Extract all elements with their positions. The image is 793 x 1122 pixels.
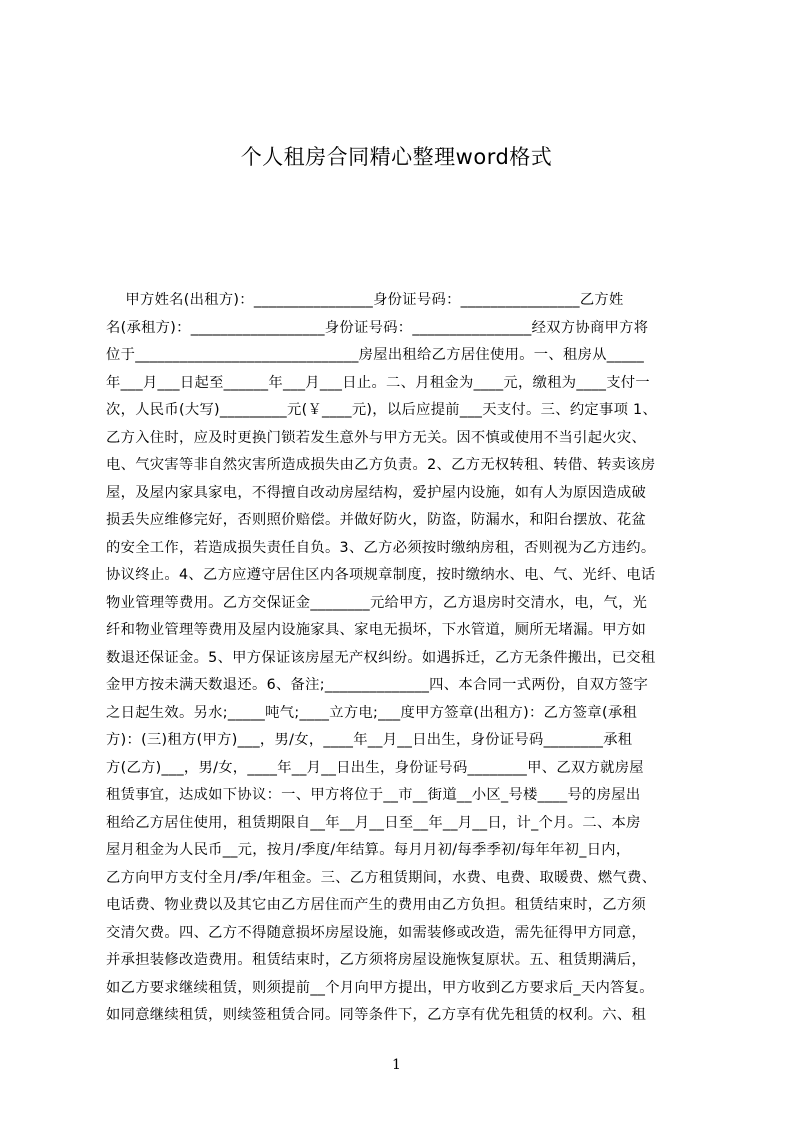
body-line: 如同意继续租赁，则续签租赁合同。同等条件下，乙方享有优先租赁的权利。六、租: [106, 1007, 647, 1023]
body-line: 屋月租金为人民币__元，按月/季度/年结算。每月月初/每季季初/每年年初_日内，: [106, 842, 631, 858]
body-line: 之日起生效。另水;_____吨气;____立方电;___度甲方签章(出租方)：乙方签章(承租: [106, 704, 638, 721]
body-line: 数退还保证金。5、甲方保证该房屋无产权纠纷。如遇拆迁，乙方无条件搬出，已交租: [106, 649, 656, 666]
page-number: 1: [392, 1057, 401, 1073]
body-line: 如乙方要求继续租赁，则须提前__个月向甲方提出，甲方收到乙方要求后_天内答复。: [106, 979, 654, 996]
body-line: 物业管理等费用。乙方交保证金________元给甲方，乙方退房时交清水，电，气，光: [106, 594, 648, 611]
document-title: 个人租房合同精心整理word格式: [240, 145, 553, 169]
contract-body: [106, 287, 698, 1033]
body-line: 并承担装修改造费用。租赁结束时，乙方须将房屋设施恢复原状。五、租赁期满后，: [106, 952, 647, 968]
body-line: 年___月___日起至______年___月___日止。二、月租金为____元，缴租为____支付一: [106, 374, 650, 391]
body-line: 乙方向甲方支付全月/季/年租金。三、乙方租赁期间，水费、电费、取暖费、燃气费、: [106, 869, 657, 886]
body-line: 位于______________________________房屋出租给乙方居住使用。一、租房从_____: [106, 347, 645, 363]
body-line: 租赁事宜，达成如下协议：一、甲方将位于__市__街道__小区_号楼____号的房屋出: [106, 787, 641, 803]
body-line: 租给乙方居住使用，租赁期限自__年__月__日至__年__月__日，计_个月。二、本房: [106, 814, 641, 831]
body-line: 方(乙方)___，男/女，____年__月__日出生，身份证号码________甲、乙双方就房屋: [106, 759, 644, 776]
body-line: 金甲方按未满天数退还。6、备注;______________四、本合同一式两份，自双方签字: [106, 677, 649, 693]
body-line: 方)：(三)租方(甲方)___，男/女，____年__月__日出生，身份证号码________承租: [106, 732, 633, 748]
body-line: 损丢失应维修完好，否则照价赔偿。并做好防火，防盗，防漏水，和阳台摆放、花盆: [106, 512, 647, 528]
body-line: 电、气灾害等非自然灾害所造成损失由乙方负责。2、乙方无权转租、转借、转卖该房: [106, 457, 656, 473]
body-line: 电话费、物业费以及其它由乙方居住而产生的费用由乙方负担。租赁结束时，乙方须: [106, 897, 647, 913]
body-line: 甲方姓名(出租方)：________________身份证号码：________________乙方姓: [106, 292, 624, 308]
body-line: 的安全工作，若造成损失责任自负。3、乙方必须按时缴纳房租，否则视为乙方违约。: [106, 539, 656, 556]
body-line: 屋，及屋内家具家电，不得擅自改动房屋结构，爱护屋内设施，如有人为原因造成破: [106, 484, 647, 501]
body-line: 名(承租方)：__________________身份证号码：________________经双方协商甲方将: [106, 319, 649, 336]
body-line: 乙方入住时，应及时更换门锁若发生意外与甲方无关。因不慎或使用不当引起火灾、: [106, 429, 647, 446]
body-line: 协议终止。4、乙方应遵守居住区内各项规章制度，按时缴纳水、电、气、光纤、电话: [106, 567, 656, 583]
body-line: 次，人民币(大写)_________元(￥____元)，以后应提前___天支付。三、约定事项 1、: [106, 402, 658, 418]
body-line: 交清欠费。四、乙方不得随意损坏房屋设施，如需装修或改造，需先征得甲方同意，: [106, 924, 647, 941]
body-line: 纤和物业管理等费用及屋内设施家具、家电无损坏，下水管道，厕所无堵漏。甲方如: [106, 622, 647, 638]
